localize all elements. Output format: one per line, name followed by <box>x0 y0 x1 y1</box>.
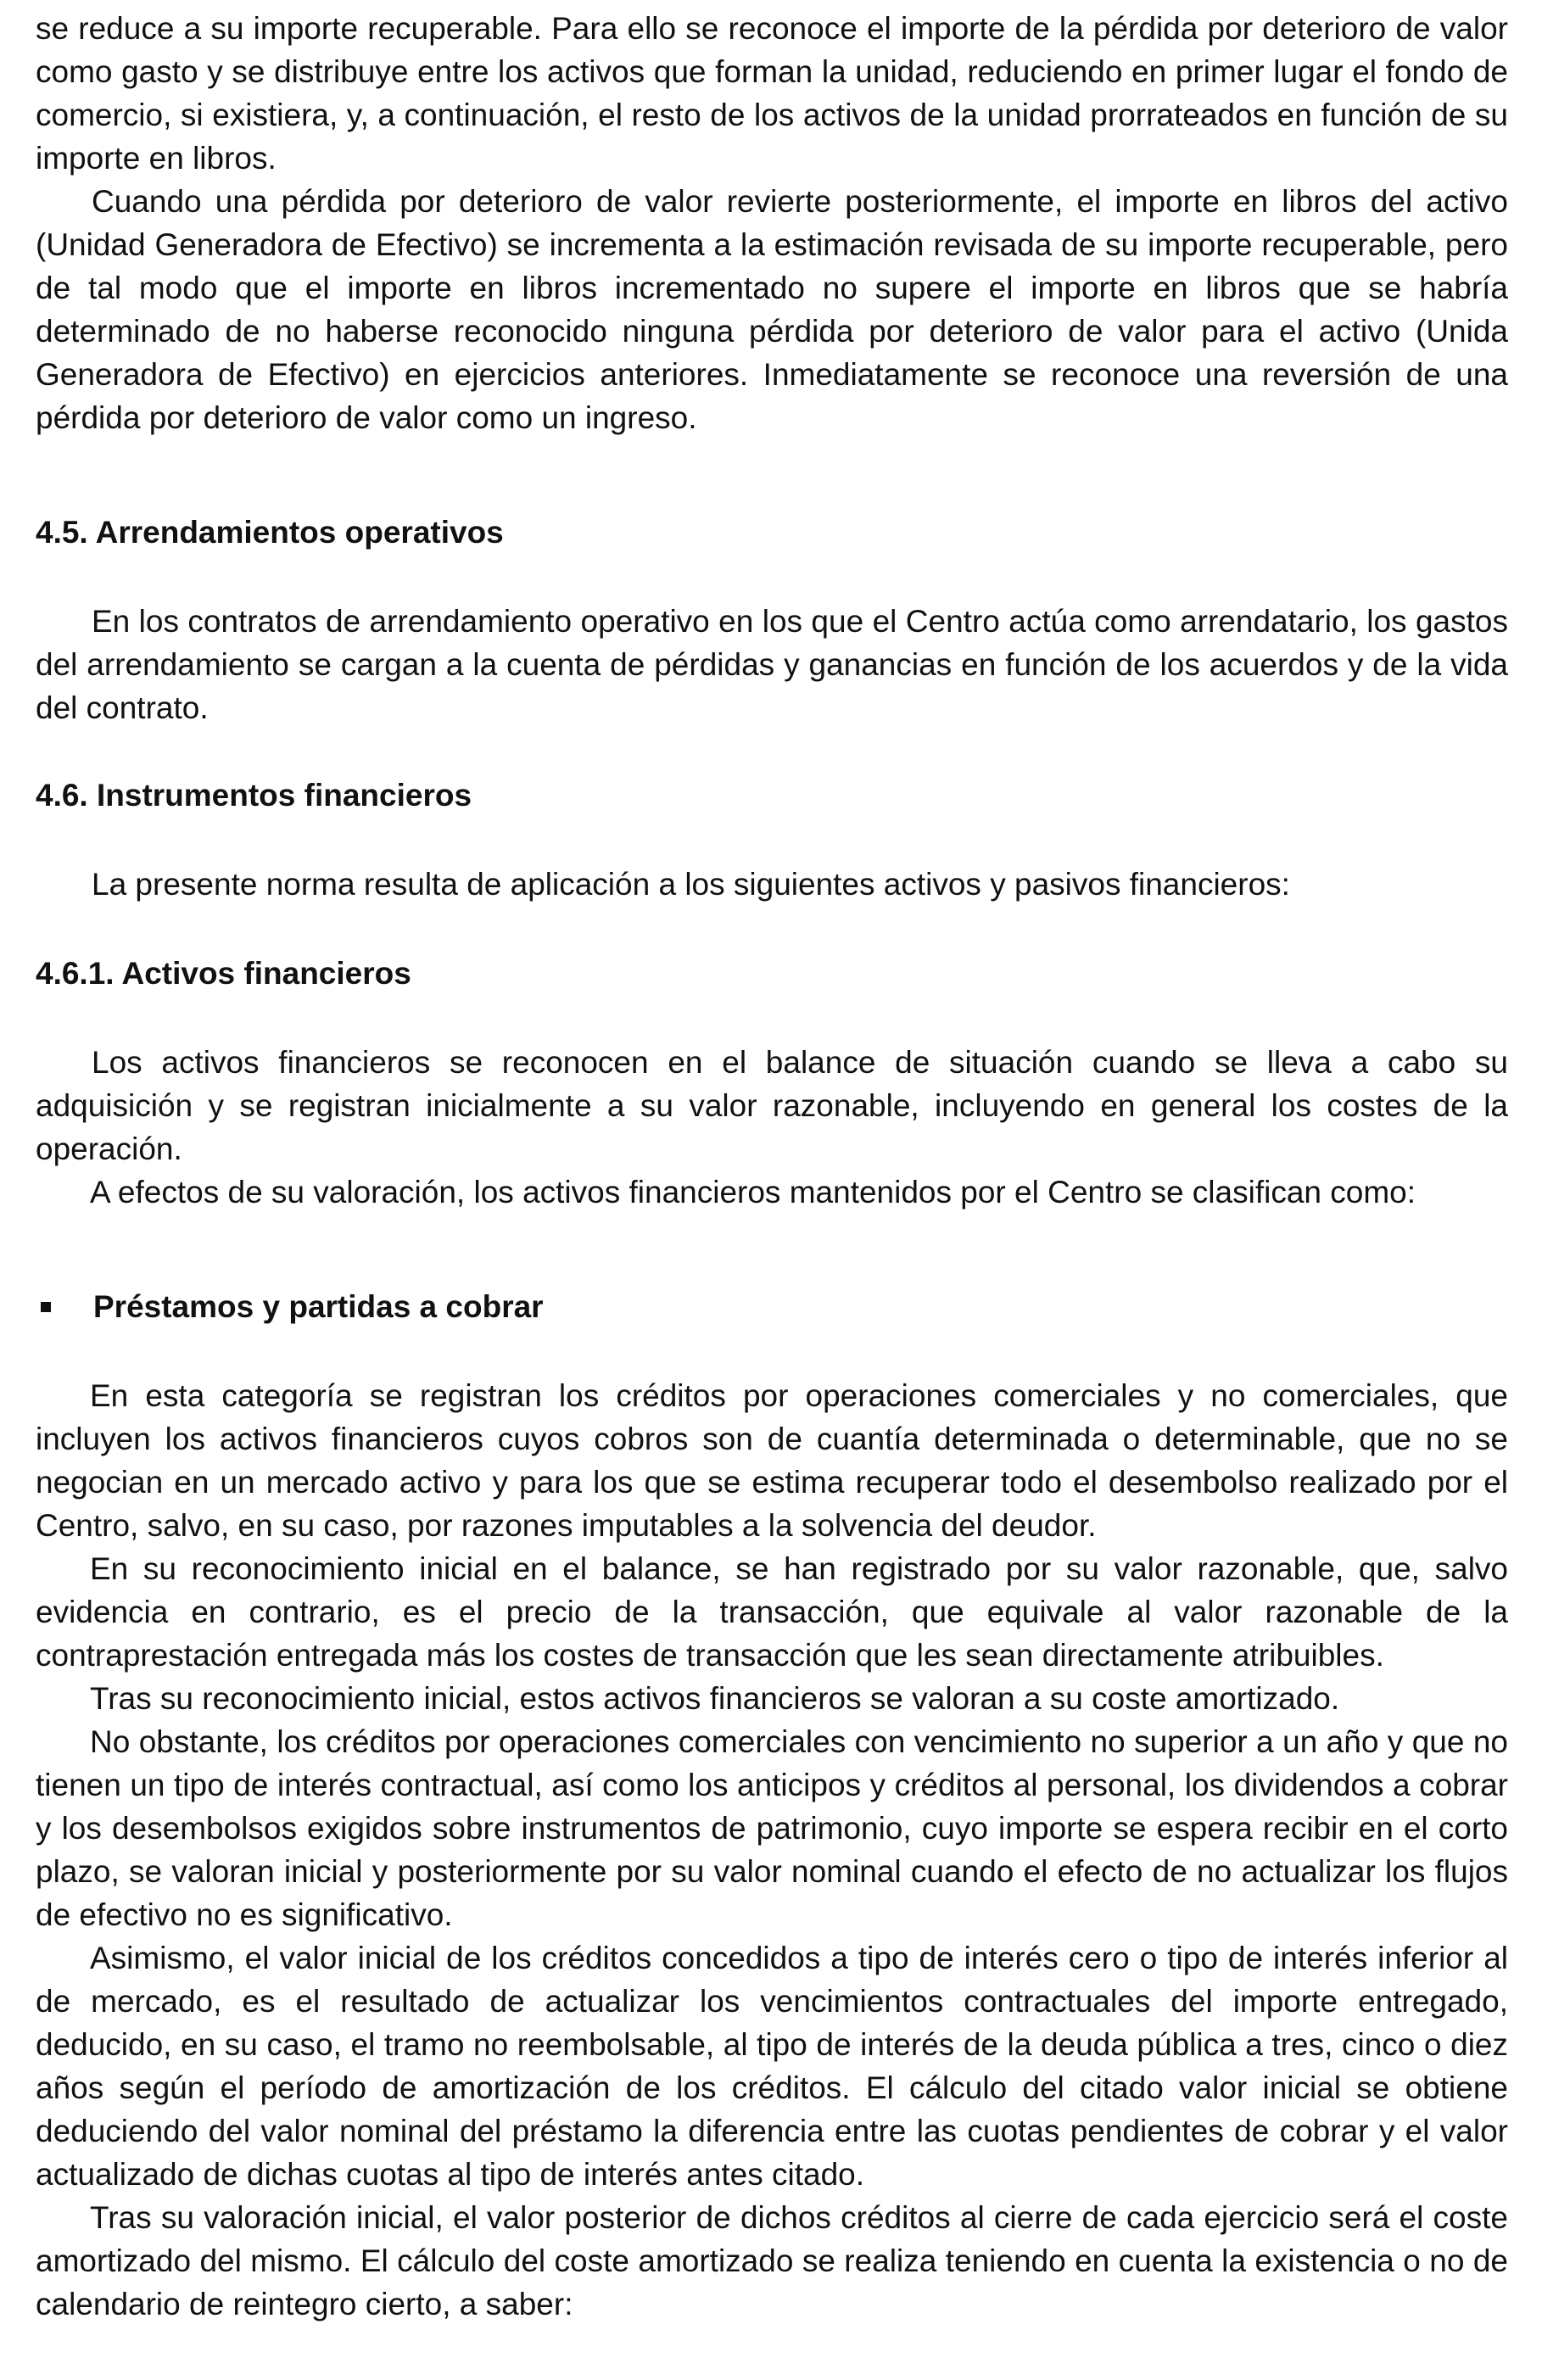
paragraph-asimismo: Asimismo, el valor inicial de los créditos concedidos a tipo de interés cero o tipo de interés inferior al de mercado, es el resultado de actualizar los vencimientos contractuales del importe entregado, deducido, en su caso, el tramo no reembolsable, al tipo de interés de la deuda pública a tres, cinco o diez años según el período de amortización de los créditos. El cálculo del citado valor inicial se obtiene deduciendo del valor nominal del préstamo la diferencia entre las cuotas pendientes de cobrar y el valor actualizado de dichas cuotas al tipo de interés antes citado. <box>36 1941 1508 2192</box>
spacer <box>36 817 1508 863</box>
paragraph-no-obstante: No obstante, los créditos por operaciones comerciales con vencimiento no superior a un año y que no tienen un tipo de interés contractual, así como los anticipos y créditos al personal, los dividendos a cobrar y los desembolsos exigidos sobre instrumentos de patrimonio, cuyo importe se espera recibir en el corto plazo, se valoran inicial y posteriormente por su valor nominal cuando el efecto de no actualizar los flujos de efectivo no es significativo. <box>36 1724 1508 1932</box>
bullet-prestamos <box>36 1285 1508 1328</box>
section-heading-instrumentos: 4.6. Instrumentos financieros <box>36 778 472 813</box>
spacer <box>36 439 1508 511</box>
bullet-label: Préstamos y partidas a cobrar <box>93 1289 544 1324</box>
section-heading-arrendamientos: 4.5. Arrendamientos operativos <box>36 515 504 550</box>
paragraph-reconocimiento-activos: Los activos financieros se reconocen en el balance de situación cuando se lleva a cabo su adquisición y se registran inicialmente a su valor razonable, incluyendo en general los costes de la operación. <box>36 1045 1508 1166</box>
spacer <box>36 729 1508 774</box>
paragraph-valoracion-posterior: Tras su valoración inicial, el valor posterior de dichos créditos al cierre de cada ejercicio será el coste amortizado del mismo. El cálculo del coste amortizado se realiza teniendo en cuenta la existencia o no de calendario de reintegro cierto, a saber: <box>36 2200 1508 2321</box>
paragraph-coste-amortizado: Tras su reconocimiento inicial, estos activos financieros se valoran a su coste amortizado. <box>90 1681 1340 1716</box>
spacer <box>36 1214 1508 1285</box>
spacer <box>36 1328 1508 1374</box>
paragraph-norma-aplicacion: La presente norma resulta de aplicación a los siguientes activos y pasivos financieros: <box>92 867 1290 902</box>
square-bullet-icon <box>41 1302 51 1312</box>
section-heading-activos-financieros: 4.6.1. Activos financieros <box>36 956 411 991</box>
spacer <box>36 995 1508 1041</box>
paragraph-reconocimiento-inicial: En su reconocimiento inicial en el balance, se han registrado por su valor razonable, que, salvo evidencia en contrario, es el precio de la transacción, que equivale al valor razonable de la contraprestación entregada más los costes de transacción que les sean directamente atribuibles. <box>36 1551 1508 1673</box>
paragraph-clasificacion: A efectos de su valoración, los activos financieros mantenidos por el Centro se clasifican como: <box>90 1175 1416 1210</box>
paragraph-reversion-deterioro: Cuando una pérdida por deterioro de valor revierte posteriormente, el importe en libros del activo (Unidad Generadora de Efectivo) se incrementa a la estimación revisada de su importe recuperable, pero de tal modo que el importe en libros incrementado no supere el importe en libros que se habría determinado de no haberse reconocido ninguna pérdida por deterioro de valor para el activo (Unida Generadora de Efectivo) en ejercicios anteriores. Inmediatamente se reconoce una reversión de una pérdida por deterioro de valor como un ingreso. <box>36 184 1508 435</box>
spacer <box>36 554 1508 600</box>
paragraph-deterioro-distribucion: se reduce a su importe recuperable. Para ello se reconoce el importe de la pérdida por deterioro de valor como gasto y se distribuye entre los activos que forman la unidad, reduciendo en primer lugar el fondo de comercio, si existiera, y, a continuación, el resto de los activos de la unidad prorrateados en función de su importe en libros. <box>36 11 1508 176</box>
document-page <box>36 7 1508 2326</box>
paragraph-arrendamiento-operativo: En los contratos de arrendamiento operativo en los que el Centro actúa como arrendatario, los gastos del arrendamiento se cargan a la cuenta de pérdidas y ganancias en función de los acuerdos y de la vida del contrato. <box>36 604 1508 725</box>
spacer <box>36 906 1508 952</box>
paragraph-categoria-creditos: En esta categoría se registran los créditos por operaciones comerciales y no comerciales, que incluyen los activos financieros cuyos cobros son de cuantía determinada o determinable, que no se negocian en un mercado activo y para los que se estima recuperar todo el desembolso realizado por el Centro, salvo, en su caso, por razones imputables a la solvencia del deudor. <box>36 1378 1508 1543</box>
